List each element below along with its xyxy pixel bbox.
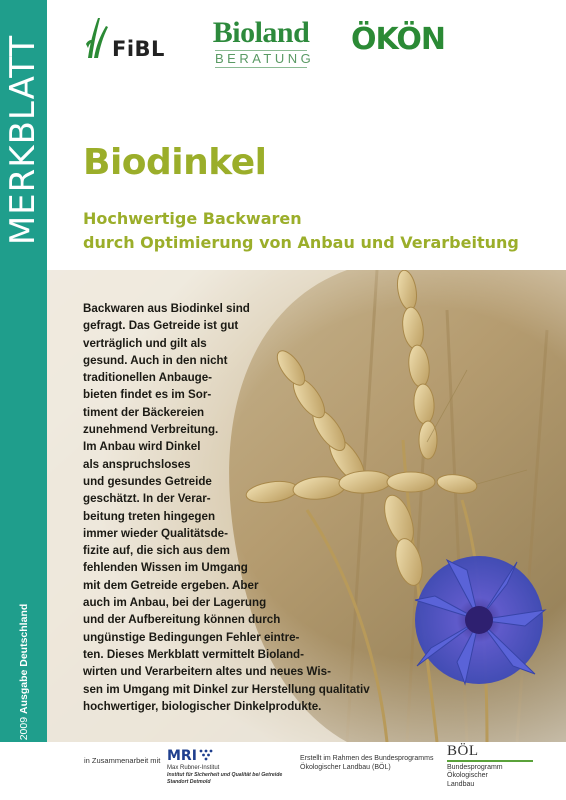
intro-line: und der Aufbereitung können durch <box>83 613 281 627</box>
bioland-text: Bioland <box>212 16 310 49</box>
mri-full-name: Max Rubner-Institut <box>167 765 220 771</box>
intro-line: auch im Anbau, bei der Lagerung <box>83 596 267 610</box>
bol-sub-line-1: Bundesprogramm <box>447 764 503 771</box>
intro-line: fizite auf, die sich aus dem <box>83 544 230 558</box>
bol-sub-line-3: Landbau <box>447 780 475 788</box>
intro-line: wirten und Verarbeitern altes und neues Wis- <box>83 665 331 679</box>
intro-line: ten. Dieses Merkblatt vermittelt Bioland- <box>83 647 304 661</box>
fibl-mark-icon <box>84 14 110 60</box>
intro-line: traditionellen Anbauge- <box>83 371 213 385</box>
intro-line: und gesundes Getreide <box>83 474 212 488</box>
edition-year: 2009 <box>18 716 30 741</box>
bioland-logo <box>211 16 315 76</box>
intro-line: fehlenden Wissen im Umgang <box>83 561 248 575</box>
intro-line: verträglich und gilt als <box>83 336 207 350</box>
intro-line: beitung treten hingegen <box>83 509 216 523</box>
fibl-text: FiBL <box>112 37 165 61</box>
intro-line: immer wieder Qualitätsde- <box>83 526 228 540</box>
mri-dots-icon <box>199 749 213 761</box>
mri-desc-line-2: Standort Detmold <box>167 778 211 785</box>
intro-line: gesund. Auch in den nicht <box>83 353 228 367</box>
edition-label <box>18 604 30 741</box>
mri-description <box>167 772 282 785</box>
mri-name: MRI <box>167 748 197 764</box>
intro-line: Im Anbau wird Dinkel <box>83 440 201 454</box>
intro-line: als anspruchsloses <box>83 457 191 471</box>
fibl-logo <box>84 14 174 64</box>
intro-line: bieten findet es im Sor- <box>83 388 212 402</box>
program-note-line-1: Erstellt im Rahmen des Bundesprogramms <box>300 755 434 762</box>
mri-desc-line-1: Institut für Sicherheit und Qualität bei Getreide <box>167 772 283 778</box>
intro-line: sen im Umgang mit Dinkel zur Herstellung qualitativ <box>83 682 370 696</box>
bol-logo <box>447 742 537 798</box>
intro-line: geschätzt. In der Verar- <box>83 492 211 506</box>
intro-line: zunehmend Verbreitung. <box>83 423 219 437</box>
program-note-line-2: Ökologischer Landbau (BÖL) <box>300 764 391 771</box>
subtitle-line-1: Hochwertige Backwaren <box>83 209 302 228</box>
intro-line: ungünstige Bedingungen Fehler eintre- <box>83 630 300 644</box>
bol-sub-line-2: Ökologischer <box>447 772 488 780</box>
okon-logo <box>351 22 446 62</box>
page-subtitle <box>83 207 519 255</box>
intro-line: gefragt. Das Getreide ist gut <box>83 319 239 333</box>
bol-name: BÖL <box>447 742 533 762</box>
intro-text <box>83 300 423 715</box>
edition-text: Ausgabe Deutschland <box>18 603 30 714</box>
intro-line: hochwertiger, biologischer Dinkelprodukte. <box>83 699 322 713</box>
footer <box>0 742 566 800</box>
program-note <box>300 754 433 772</box>
intro-line: timent der Bäckereien <box>83 405 205 419</box>
sidebar-band <box>0 0 47 742</box>
page-title: Biodinkel <box>83 142 267 183</box>
intro-line: Backwaren aus Biodinkel sind <box>83 302 250 315</box>
bioland-beratung-text: BERATUNG <box>215 51 315 66</box>
bol-subtitle <box>447 764 537 789</box>
intro-line: mit dem Getreide ergeben. Aber <box>83 578 259 592</box>
sidebar-title: MERKBLATT <box>3 34 43 246</box>
okon-text: ÖKÖN <box>351 22 446 57</box>
subtitle-line-2: durch Optimierung von Anbau und Verarbeitung <box>83 233 519 252</box>
mri-logo <box>167 748 283 790</box>
cooperation-label: in Zusammenarbeit mit <box>84 756 161 765</box>
